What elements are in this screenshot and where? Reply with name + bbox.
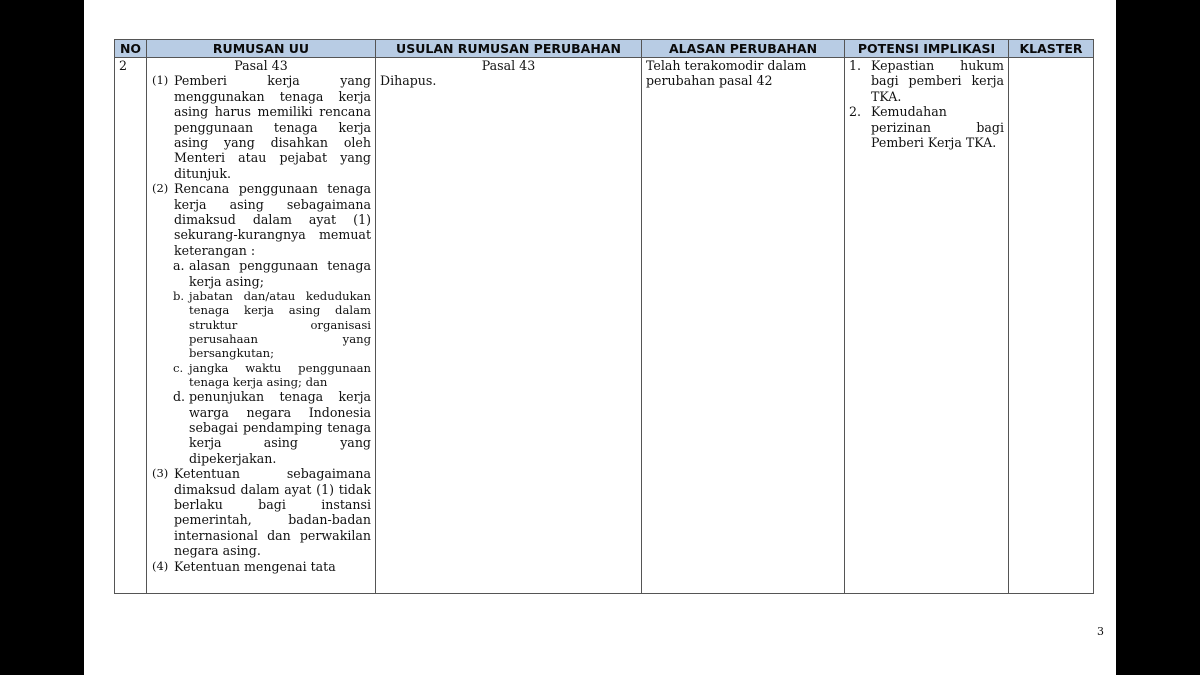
header-alasan-perubahan: ALASAN PERUBAHAN bbox=[642, 40, 845, 58]
ayat-number: (4) bbox=[152, 558, 169, 573]
rumusan-pasal-title: Pasal 43 bbox=[234, 58, 288, 73]
document-page bbox=[84, 0, 1116, 675]
sub-item-text: alasan penggunaan tenaga kerja asing; bbox=[189, 258, 371, 289]
page-number: 3 bbox=[1097, 625, 1104, 638]
table-header-row bbox=[115, 40, 1094, 58]
ayat-number: (1) bbox=[152, 73, 169, 88]
sub-item-text: penunjukan tenaga kerja warga negara Indonesia sebagai pendamping tenaga kerja asing yang dipekerjakan. bbox=[189, 389, 371, 466]
ayat-text: Pemberi kerja yang menggunakan tenaga kerja asing harus memiliki rencana penggunaan tenaga kerja asing yang disahkan oleh Menteri atau pejabat yang ditunjuk. bbox=[174, 73, 371, 181]
potensi-text: Kepastian hukum bagi pemberi kerja TKA. bbox=[871, 58, 1004, 104]
sub-item-list bbox=[151, 258, 371, 466]
cell-alasan-perubahan bbox=[642, 58, 845, 594]
sub-item-text: jangka waktu penggunaan tenaga kerja asing; dan bbox=[189, 360, 371, 389]
potensi-text: Kemudahan perizinan bagi Pemberi Kerja TKA. bbox=[871, 104, 1004, 151]
ayat-item bbox=[151, 181, 371, 258]
ayat-number: (2) bbox=[152, 181, 169, 196]
cell-no: 2 bbox=[115, 58, 147, 594]
ayat-text: Ketentuan mengenai tata bbox=[174, 558, 336, 574]
alasan-text: Telah terakomodir dalam perubahan pasal 42 bbox=[646, 58, 807, 89]
header-no: NO bbox=[115, 40, 147, 58]
sub-item-key: c. bbox=[173, 360, 184, 375]
potensi-item bbox=[849, 58, 1004, 104]
sub-item-key: d. bbox=[173, 389, 186, 405]
ayat-list-continued bbox=[151, 466, 371, 574]
sub-item bbox=[173, 289, 371, 360]
sub-item-key: b. bbox=[173, 289, 185, 304]
ayat-item bbox=[151, 73, 371, 181]
potensi-number: 2. bbox=[849, 104, 862, 120]
ayat-list bbox=[151, 73, 371, 258]
cell-klaster bbox=[1009, 58, 1094, 594]
ayat-item bbox=[151, 466, 371, 558]
sub-item-key: a. bbox=[173, 258, 185, 274]
header-usulan-rumusan: USULAN RUMUSAN PERUBAHAN bbox=[376, 40, 642, 58]
header-potensi-implikasi: POTENSI IMPLIKASI bbox=[845, 40, 1009, 58]
sub-item bbox=[173, 258, 371, 289]
sub-item-text: jabatan dan/atau kedudukan tenaga kerja asing dalam struktur organisasi perusahaan yang bersangkutan; bbox=[189, 289, 371, 361]
potensi-item bbox=[849, 104, 1004, 150]
header-klaster: KLASTER bbox=[1009, 40, 1094, 58]
comparison-table bbox=[114, 39, 1094, 594]
table-row bbox=[115, 58, 1094, 594]
usulan-text: Dihapus. bbox=[380, 73, 437, 89]
sub-item bbox=[173, 389, 371, 466]
usulan-pasal-title: Pasal 43 bbox=[481, 58, 536, 73]
ayat-text: Rencana penggunaan tenaga kerja asing sebagaimana dimaksud dalam ayat (1) sekurang-kurangnya memuat keterangan : bbox=[174, 181, 371, 258]
potensi-number: 1. bbox=[849, 58, 862, 73]
cell-usulan-rumusan bbox=[376, 58, 642, 594]
cell-potensi-implikasi bbox=[845, 58, 1009, 594]
potensi-list bbox=[849, 58, 1004, 150]
ayat-item bbox=[151, 559, 371, 574]
ayat-text: Ketentuan sebagaimana dimaksud dalam ayat (1) tidak berlaku bagi instansi pemerintah, badan-badan internasional dan perwakilan negara asing. bbox=[174, 466, 371, 559]
cell-rumusan-uu bbox=[147, 58, 376, 594]
header-rumusan-uu: RUMUSAN UU bbox=[147, 40, 376, 58]
ayat-number: (3) bbox=[152, 466, 169, 481]
sub-item bbox=[173, 361, 371, 390]
